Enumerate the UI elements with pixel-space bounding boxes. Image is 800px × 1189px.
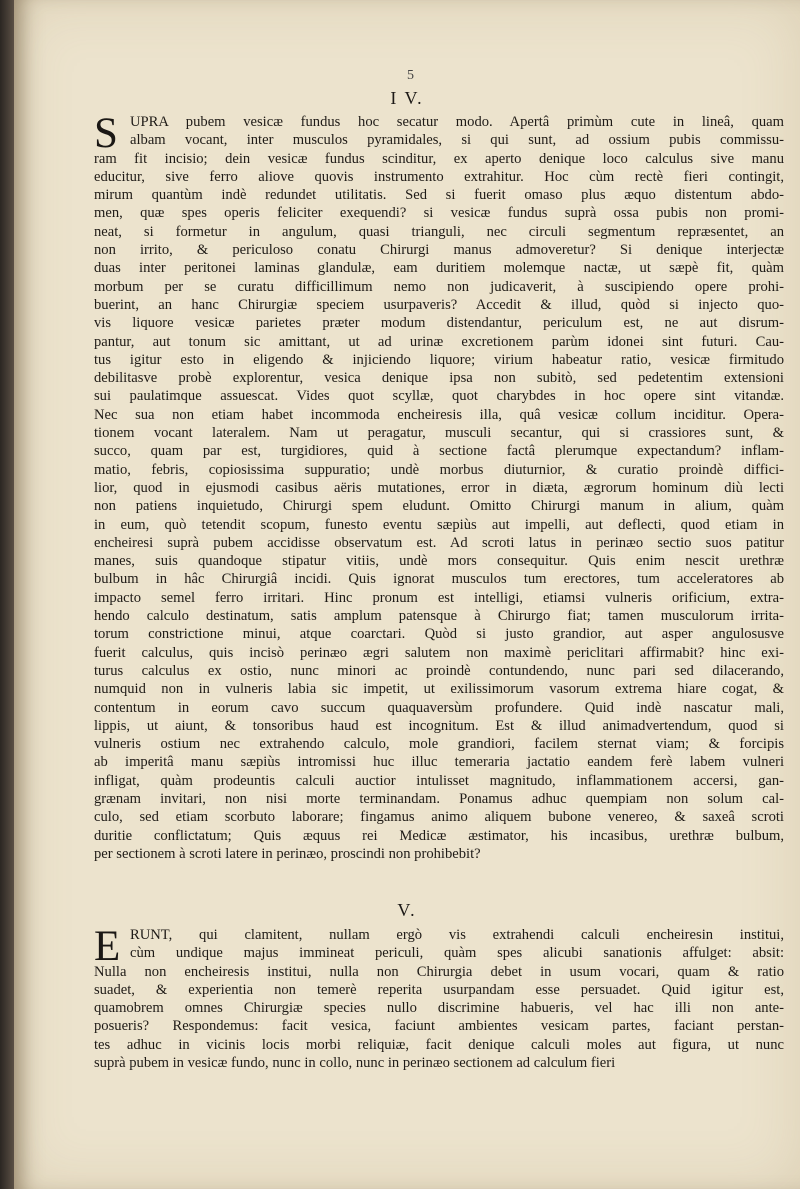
text-line: Nec sua non etiam habet incommoda encheiresis illa, quâ vesicæ collum inciditur. Opera- bbox=[94, 406, 784, 423]
text-line: culo, sed etiam scorbuto laborare; fingamus animo aliquem bubone venereo, & saxeâ scroti bbox=[94, 809, 784, 826]
text-line: sui paulatimque assuescat. Vides quot scyllæ, quot charybdes in hoc opere sint vitandæ. bbox=[94, 388, 784, 405]
text-line: men, quæ spes operis feliciter exequendi? si vesicæ fundus suprà ossa pubis non promi- bbox=[94, 205, 784, 222]
text-line: ab imperitâ manu sæpiùs intromissi huc illuc temeraria jactatio eandem ferè labem vulneri bbox=[94, 754, 784, 771]
page-mark: 5 bbox=[407, 68, 414, 83]
section-heading-v: V. bbox=[397, 900, 417, 920]
text-line: impacto semel ferro irritari. Hinc pronum est intelligi, etiamsi vulneris orificium, extra- bbox=[94, 589, 784, 606]
text-line: UPRA pubem vesicæ fundus hoc secatur modo. Apertâ primùm cute in lineâ, quam bbox=[130, 114, 784, 130]
text-line: encheiresi suprà pubem accidisse observatum est. Ad scroti latus in perinæo sectio suos patitur bbox=[94, 534, 784, 551]
text-line: RUNT, qui clamitent, nullam ergò vis extrahendi calculi encheiresin institui, bbox=[130, 927, 784, 943]
text-line: matio, febris, copiosissima suppuratio; undè morbus diuturnior, & curatio proindè diffici- bbox=[94, 461, 784, 478]
text-line: Nulla non encheiresis institui, nulla non Chirurgia debet in usum vocari, quam & ratio bbox=[94, 963, 784, 980]
text-line: in eum, quò tetendit scopum, funesto eventu sæpiùs aut impelli, aut deflecti, quod etiam in bbox=[94, 516, 784, 533]
text-line: torum constrictione minui, atque coarctari. Quòd si justo grandior, aut asper angulosusve bbox=[94, 626, 784, 643]
text-line: succo, quam par est, turgidiores, quid à sectione factâ plerumque expectandum? inflam- bbox=[94, 443, 784, 460]
text-line: buerint, an hanc Chirurgiæ speciem usurpaveris? Accedit & illud, quòd si injecto quo- bbox=[94, 296, 784, 313]
text-line: numquid non in vulneris labia sic impetit, ut exilissimorum vasorum extrema hiare cogat, & bbox=[94, 681, 784, 698]
text-line: lippis, ut aiunt, & tonsoribus haud est incognitum. Est & illud animadvertendum, quod si bbox=[94, 717, 784, 734]
text-line: ram fit incisio; dein vesicæ fundus scinditur, ex aperto denique loco calculus sive manu bbox=[94, 150, 784, 167]
text-line: neat, si formetur in angulum, quasi trianguli, nec circuli segmentum repræsentet, an bbox=[94, 223, 784, 240]
text-line: educitur, sive ferro aliove quovis instrumento extrahitur. Hoc cùm rectè fieri contingit, bbox=[94, 168, 784, 185]
text-line: suadet, & experientia non temerè reperita usurpandam esse persuadet. Quid igitur est, bbox=[94, 981, 784, 998]
text-line: fuerit calculus, quis incisò perinæo ægri salutem non maximè periclitari affirmabit? hinc exi- bbox=[94, 644, 784, 661]
text-line: bulbum in hâc Chirurgiâ incidi. Quis ignorat musculos tum erectores, tum acceleratores ab bbox=[94, 571, 784, 588]
text-line: manes, suis quandoque stipatur vitiis, undè mors consequitur. Quis enim nescit urethræ bbox=[94, 553, 784, 570]
text-line: posueris? Respondemus: facit vesica, faciunt ambientes vesicam partes, faciant perstan- bbox=[94, 1018, 784, 1035]
text-line: albam vocant, inter musculos pyramidales, si qui sunt, ad ossium pubis commissu- bbox=[130, 132, 784, 149]
text-line: tus igitur esto in eligendo & injiciendo liquore; virium habeatur ratio, vesicæ firmitudo bbox=[94, 351, 784, 368]
text-line: pantur, aut tonum sic amittant, ut ad urinæ excretionem parùm idonei sint futuri. Cau- bbox=[94, 333, 784, 350]
text-line: tes adhuc in vicinis locis morbi reliquiæ, facit denique calculi moles aut figura, ut nunc bbox=[94, 1036, 784, 1053]
text-line: contentum in eorum cavo succum quaquaversùm profundere. Quid indè nascatur mali, bbox=[94, 699, 784, 716]
drop-cap-s: S bbox=[94, 110, 118, 157]
section-v-text bbox=[94, 923, 784, 1072]
text-line: vulneris ostium nec extrahendo calculo, mole grandiori, facilem sternat viam; & forcipis bbox=[94, 736, 784, 753]
text-line: hendo calculo destinatum, satis amplum patensque à Chirurgo fiat; tamen musculorum irrita- bbox=[94, 608, 784, 625]
text-line: duritie conflictatum; Quis æquus rei Medicæ æstimator, his incasibus, urethræ bulbum, bbox=[94, 827, 784, 844]
text-line: grænam invitari, non nisi morte terminandam. Ponamus adhuc quempiam non solum cal- bbox=[94, 790, 784, 807]
section-iv-text bbox=[94, 110, 784, 863]
text-line: mirum quantùm indè redundet utilitatis. Sed si fuerit omaso plus æquo distentum abdo- bbox=[94, 187, 784, 204]
text-line: per sectionem à scroti latere in perinæo, proscindi non prohibebit? bbox=[94, 845, 481, 862]
text-line: vis liquore vesicæ parietes præter modum distendantur, periculum est, ne aut disrum- bbox=[94, 315, 784, 332]
text-line: tionem vocant lateralem. Nam ut peragatur, musculi secantur, qui si crassiores sunt, & bbox=[94, 425, 784, 442]
text-line: suprà pubem in vesicæ fundo, nunc in collo, nunc in perinæo sectionem ad calculum fieri bbox=[94, 1055, 616, 1072]
book-gutter bbox=[0, 0, 14, 1189]
drop-cap-e: E bbox=[94, 923, 121, 970]
text-line: duas inter peritonei laminas glandulæ, eam duritiem molemque nactæ, ut sæpè fit, quàm bbox=[94, 260, 784, 277]
text-line: non irrito, & periculoso conatu Chirurgi manus admoveretur? Si denique interjectæ bbox=[94, 242, 784, 259]
text-line: lior, quod in ejusmodi casibus aëris mutationes, error in diæta, ægrorum hominum diù lecti bbox=[94, 479, 784, 496]
text-line: quamobrem omnes Chirurgiæ species nullo discrimine habueris, vel hac illi non ante- bbox=[94, 1000, 784, 1017]
text-line: morbum per se curatu difficillimum nemo non judicaverit, à suscipiendo opere prohi- bbox=[94, 278, 784, 295]
section-heading-iv: I V. bbox=[390, 88, 424, 108]
book-page bbox=[14, 0, 800, 1189]
text-line: cùm undique majus immineat periculi, quàm spes alicubi sanationis affulget: absit: bbox=[130, 945, 784, 962]
text-line: non patiens inquietudo, Chirurgi spem eludunt. Omitto Chirurgi manum in alium, quàm bbox=[94, 498, 784, 515]
text-line: debilitasve probè explorentur, vesica denique ipsa non subitò, sed pedetentim extensioni bbox=[94, 370, 784, 387]
text-line: turus calculus ex ostio, nunc minori ac proindè contundendo, nunc pari sed dilacerando, bbox=[94, 662, 784, 679]
text-line: infligat, quàm prodeuntis calculi auctior intulisset magnitudo, inflammationem accersi, gan- bbox=[94, 772, 784, 789]
